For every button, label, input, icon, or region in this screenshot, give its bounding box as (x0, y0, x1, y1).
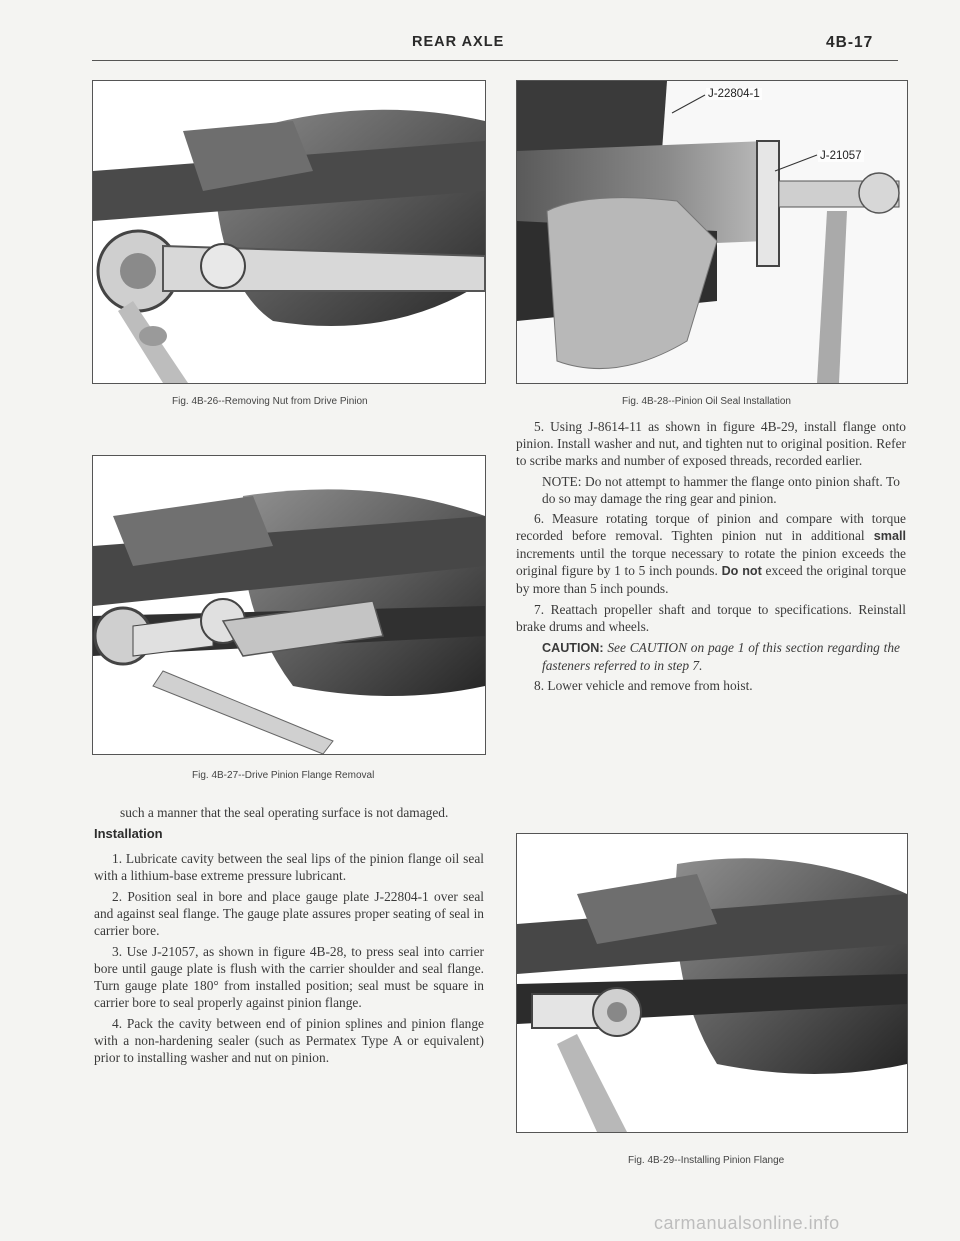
step-7: 7. Reattach propeller shaft and torque to specifications. Reinstall brake drums and wheels. (516, 602, 906, 634)
page-running-title: REAR AXLE (412, 34, 505, 50)
continued-paragraph: such a manner that the seal operating surface is not damaged. (120, 805, 449, 820)
step-3: 3. Use J-21057, as shown in figure 4B-28, to press seal into carrier bore until gauge plate is flush with the carrier shoulder and seal flange. Turn gauge plate 180° from installed position; seal must be square in carrier bore to seal properly against pinion flange. (94, 944, 484, 1010)
step-5: 5. Using J-8614-11 as shown in figure 4B-29, install flange onto pinion. Install washer and nut, and tighten nut to original position. Refer to scribe marks and number of exposed threads, recorded earlier. (516, 419, 906, 468)
section-heading: Installation (94, 826, 163, 841)
step-1: 1. Lubricate cavity between the seal lips of the pinion flange oil seal with a lithium-base extreme pressure lubricant. (94, 851, 484, 883)
tool-callout-label: J-21057 (820, 150, 862, 162)
tool-callout-label: J-22804-1 (708, 88, 760, 100)
step-8: 8. Lower vehicle and remove from hoist. (534, 678, 753, 693)
step-6: 6. Measure rotating torque of pinion and compare with torque recorded before removal. Tighten pinion nut in additional small increments until the torque necessary to rotate the pinion exceeds the original figure by 1 to 5 inch pounds. Do not exceed the original torque by more than 5 inch pounds. (516, 511, 907, 596)
figure-caption: Fig. 4B-28--Pinion Oil Seal Installation (622, 396, 791, 407)
figure-installing-flange-photo (516, 833, 908, 1133)
figure-caption: Fig. 4B-29--Installing Pinion Flange (628, 1155, 785, 1166)
left-column-text (94, 804, 484, 1070)
step-2: 2. Position seal in bore and place gauge plate J-22804-1 over seal and against seal flange. The gauge plate assures proper seating of seal in carrier bore. (94, 889, 484, 938)
figure-flange-removal-photo (92, 455, 486, 755)
note-paragraph: NOTE: Do not attempt to hammer the flange onto pinion shaft. To do so may damage the ring gear and pinion. (542, 474, 900, 506)
figure-removing-nut-photo (92, 80, 486, 384)
figure-caption: Fig. 4B-27--Drive Pinion Flange Removal (192, 770, 375, 781)
right-column-text (516, 418, 906, 698)
figure-caption: Fig. 4B-26--Removing Nut from Drive Pinion (172, 396, 368, 407)
figure-seal-installation-photo (516, 80, 908, 384)
step-4: 4. Pack the cavity between end of pinion splines and pinion flange with a non-hardening sealer (such as Permatex Type A or equivalent) prior to installing washer and nut on pinion. (94, 1016, 484, 1065)
page-number: 4B-17 (826, 34, 874, 51)
watermark-text: carmanualsonline.info (654, 1213, 840, 1233)
caution-paragraph: CAUTION: See CAUTION on page 1 of this section regarding the fasteners referred to in step 7. (542, 640, 900, 673)
header-rule (92, 60, 898, 61)
